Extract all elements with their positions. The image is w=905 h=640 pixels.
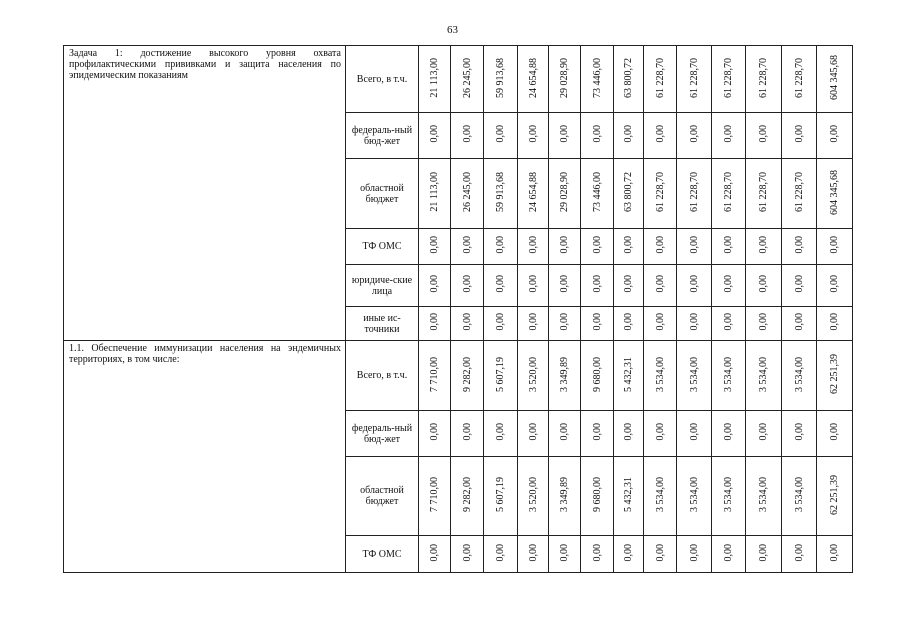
value-cell — [484, 46, 518, 113]
value-cell — [712, 341, 746, 411]
funding-source: федераль-ный бюд-жет — [346, 113, 419, 159]
value-cell — [677, 265, 712, 307]
value-cell — [419, 159, 451, 229]
value-cell — [518, 113, 549, 159]
value-cell — [419, 411, 451, 457]
value-cell — [614, 46, 644, 113]
value-cell — [746, 307, 782, 341]
value-cell — [677, 46, 712, 113]
table-row — [64, 341, 853, 411]
value-cell — [518, 341, 549, 411]
value-cell — [817, 307, 853, 341]
value-text: 3 534,00 — [723, 356, 734, 392]
value-cell — [484, 307, 518, 341]
value-text: 0,00 — [654, 423, 666, 441]
value-cell — [817, 411, 853, 457]
value-cell — [644, 341, 677, 411]
value-cell — [746, 411, 782, 457]
value-cell — [484, 536, 518, 573]
value-cell — [817, 341, 853, 411]
value-text: 29 028,90 — [559, 172, 570, 212]
value-text: 61 228,70 — [793, 172, 805, 212]
value-cell — [746, 536, 782, 573]
task-title: Задача 1: достижение высокого уровня охвата профилактическими прививками и защита населения по эпидемическим показаниям — [64, 46, 346, 341]
value-cell — [549, 536, 581, 573]
value-cell — [419, 46, 451, 113]
value-text: 61 228,70 — [723, 172, 734, 212]
value-cell — [549, 229, 581, 265]
value-cell — [419, 265, 451, 307]
value-text: 0,00 — [688, 275, 700, 293]
value-cell — [451, 229, 484, 265]
value-text: 0,00 — [461, 275, 473, 293]
value-cell — [614, 113, 644, 159]
value-text: 0,00 — [793, 275, 805, 293]
value-text: 0,00 — [723, 275, 734, 293]
value-text: 26 245,00 — [461, 172, 473, 212]
value-cell — [614, 159, 644, 229]
value-text: 3 534,00 — [654, 477, 666, 512]
value-cell — [746, 46, 782, 113]
value-cell — [518, 536, 549, 573]
funding-source: федераль-ный бюд-жет — [346, 411, 419, 457]
value-text: 0,00 — [793, 313, 805, 331]
value-text: 0,00 — [829, 423, 840, 441]
value-text: 0,00 — [495, 423, 506, 441]
value-cell — [518, 229, 549, 265]
value-cell — [817, 457, 853, 536]
value-cell — [644, 307, 677, 341]
value-cell — [644, 411, 677, 457]
value-text: 24 654,88 — [527, 172, 539, 212]
value-text: 61 228,70 — [688, 172, 700, 212]
value-cell — [451, 159, 484, 229]
value-text: 9 282,00 — [461, 356, 473, 392]
value-text: 0,00 — [461, 423, 473, 441]
value-text: 0,00 — [559, 236, 570, 254]
value-cell — [746, 159, 782, 229]
value-cell — [817, 159, 853, 229]
value-cell — [451, 307, 484, 341]
value-text: 0,00 — [495, 313, 506, 331]
value-text: 61 228,70 — [758, 57, 769, 98]
value-text: 3 534,00 — [758, 477, 769, 512]
value-cell — [518, 307, 549, 341]
value-cell — [712, 229, 746, 265]
value-cell — [518, 265, 549, 307]
value-cell — [817, 229, 853, 265]
value-text: 0,00 — [623, 543, 634, 562]
value-text: 0,00 — [591, 275, 603, 293]
value-text: 0,00 — [654, 125, 666, 143]
value-text: 0,00 — [793, 236, 805, 254]
value-text: 0,00 — [559, 125, 570, 143]
value-text: 0,00 — [527, 125, 539, 143]
value-text: 7 710,00 — [429, 356, 440, 392]
value-text: 3 534,00 — [793, 356, 805, 392]
value-text: 0,00 — [559, 275, 570, 293]
value-cell — [549, 113, 581, 159]
value-cell — [451, 265, 484, 307]
value-cell — [782, 341, 817, 411]
value-text: 0,00 — [559, 543, 570, 562]
funding-source: ТФ ОМС — [346, 229, 419, 265]
value-cell — [614, 265, 644, 307]
value-text: 0,00 — [495, 125, 506, 143]
value-cell — [518, 457, 549, 536]
value-text: 0,00 — [591, 313, 603, 331]
value-cell — [581, 229, 614, 265]
value-text: 0,00 — [829, 236, 840, 254]
value-text: 0,00 — [559, 313, 570, 331]
value-text: 0,00 — [723, 313, 734, 331]
value-cell — [712, 307, 746, 341]
value-text: 0,00 — [688, 423, 700, 441]
value-cell — [614, 457, 644, 536]
value-cell — [484, 229, 518, 265]
value-text: 604 345,68 — [829, 55, 840, 100]
value-cell — [549, 411, 581, 457]
value-text: 3 349,89 — [559, 356, 570, 392]
value-text: 0,00 — [758, 125, 769, 143]
value-cell — [484, 341, 518, 411]
value-text: 0,00 — [429, 125, 440, 143]
value-text: 0,00 — [829, 275, 840, 293]
value-text: 73 446,00 — [591, 57, 603, 98]
value-text: 0,00 — [591, 236, 603, 254]
value-text: 0,00 — [654, 543, 666, 562]
value-text: 0,00 — [527, 275, 539, 293]
value-text: 0,00 — [758, 236, 769, 254]
value-text: 0,00 — [527, 543, 539, 562]
value-cell — [782, 536, 817, 573]
value-text: 59 913,68 — [495, 57, 506, 98]
value-cell — [644, 159, 677, 229]
value-cell — [712, 113, 746, 159]
value-text: 0,00 — [758, 543, 769, 562]
value-cell — [782, 46, 817, 113]
value-cell — [782, 411, 817, 457]
value-text: 0,00 — [623, 275, 634, 293]
value-cell — [712, 536, 746, 573]
value-cell — [644, 113, 677, 159]
value-cell — [746, 341, 782, 411]
value-cell — [581, 341, 614, 411]
value-text: 61 228,70 — [723, 57, 734, 98]
value-cell — [644, 536, 677, 573]
value-cell — [817, 536, 853, 573]
value-cell — [677, 341, 712, 411]
value-cell — [677, 411, 712, 457]
value-text: 62 251,39 — [829, 474, 840, 515]
value-cell — [451, 341, 484, 411]
value-cell — [746, 229, 782, 265]
value-text: 0,00 — [829, 125, 840, 143]
value-text: 0,00 — [654, 275, 666, 293]
funding-source: Всего, в т.ч. — [346, 46, 419, 113]
value-cell — [419, 457, 451, 536]
value-text: 0,00 — [623, 423, 634, 441]
value-cell — [419, 341, 451, 411]
value-cell — [677, 159, 712, 229]
value-text: 5 432,31 — [623, 477, 634, 512]
value-cell — [614, 411, 644, 457]
budget-table — [63, 45, 853, 573]
value-cell — [782, 159, 817, 229]
value-cell — [614, 341, 644, 411]
value-cell — [419, 307, 451, 341]
value-cell — [782, 307, 817, 341]
value-text: 59 913,68 — [495, 172, 506, 212]
value-cell — [614, 536, 644, 573]
value-cell — [518, 159, 549, 229]
value-text: 0,00 — [591, 423, 603, 441]
value-text: 61 228,70 — [654, 172, 666, 212]
value-text: 5 607,19 — [495, 356, 506, 392]
value-text: 62 251,39 — [829, 354, 840, 394]
budget-table-body — [64, 46, 853, 573]
value-cell — [581, 113, 614, 159]
value-cell — [581, 457, 614, 536]
value-cell — [581, 536, 614, 573]
value-text: 0,00 — [688, 125, 700, 143]
value-cell — [419, 113, 451, 159]
value-cell — [581, 307, 614, 341]
value-text: 9 282,00 — [461, 477, 473, 512]
value-text: 9 680,00 — [591, 477, 603, 512]
value-cell — [677, 536, 712, 573]
value-cell — [581, 46, 614, 113]
value-text: 29 028,90 — [559, 57, 570, 98]
value-cell — [581, 411, 614, 457]
value-text: 7 710,00 — [429, 477, 440, 512]
value-cell — [484, 457, 518, 536]
funding-source: иные ис-точники — [346, 307, 419, 341]
value-cell — [419, 229, 451, 265]
value-text: 0,00 — [461, 236, 473, 254]
funding-source: юридиче-ские лица — [346, 265, 419, 307]
value-text: 0,00 — [623, 313, 634, 331]
value-cell — [581, 265, 614, 307]
value-text: 0,00 — [495, 543, 506, 562]
value-text: 3 534,00 — [654, 356, 666, 392]
value-text: 0,00 — [793, 125, 805, 143]
value-text: 61 228,70 — [758, 172, 769, 212]
value-cell — [484, 411, 518, 457]
value-cell — [644, 229, 677, 265]
value-text: 26 245,00 — [461, 57, 473, 98]
value-cell — [518, 411, 549, 457]
value-text: 0,00 — [829, 543, 840, 562]
value-cell — [746, 113, 782, 159]
value-text: 0,00 — [495, 236, 506, 254]
value-text: 0,00 — [623, 125, 634, 143]
value-text: 0,00 — [527, 236, 539, 254]
value-cell — [451, 536, 484, 573]
value-cell — [712, 46, 746, 113]
value-cell — [677, 113, 712, 159]
value-text: 61 228,70 — [688, 57, 700, 98]
value-text: 0,00 — [654, 236, 666, 254]
value-text: 0,00 — [429, 423, 440, 441]
value-text: 61 228,70 — [654, 57, 666, 98]
value-cell — [782, 113, 817, 159]
value-text: 0,00 — [654, 313, 666, 331]
value-cell — [746, 457, 782, 536]
value-cell — [549, 341, 581, 411]
value-text: 0,00 — [527, 423, 539, 441]
value-text: 24 654,88 — [527, 57, 539, 98]
page-number: 63 — [447, 24, 458, 36]
value-text: 0,00 — [793, 543, 805, 562]
value-text: 73 446,00 — [591, 172, 603, 212]
value-cell — [549, 457, 581, 536]
value-cell — [712, 411, 746, 457]
value-text: 0,00 — [429, 236, 440, 254]
value-text: 9 680,00 — [591, 356, 603, 392]
value-cell — [644, 46, 677, 113]
value-cell — [451, 113, 484, 159]
value-cell — [518, 46, 549, 113]
value-text: 3 534,00 — [723, 477, 734, 512]
value-text: 0,00 — [495, 275, 506, 293]
value-cell — [549, 265, 581, 307]
value-text: 0,00 — [429, 275, 440, 293]
value-cell — [451, 457, 484, 536]
value-text: 0,00 — [829, 313, 840, 331]
value-text: 3 520,00 — [527, 477, 539, 512]
value-text: 0,00 — [461, 313, 473, 331]
value-cell — [484, 159, 518, 229]
value-cell — [614, 229, 644, 265]
value-text: 3 349,89 — [559, 477, 570, 512]
value-cell — [644, 265, 677, 307]
value-cell — [484, 113, 518, 159]
value-text: 61 228,70 — [793, 57, 805, 98]
value-text: 0,00 — [461, 125, 473, 143]
value-text: 0,00 — [758, 313, 769, 331]
value-text: 0,00 — [723, 543, 734, 562]
value-text: 21 113,00 — [429, 57, 440, 98]
value-cell — [581, 159, 614, 229]
value-text: 0,00 — [591, 543, 603, 562]
value-text: 0,00 — [723, 125, 734, 143]
value-cell — [677, 457, 712, 536]
value-cell — [817, 46, 853, 113]
funding-source: Всего, в т.ч. — [346, 341, 419, 411]
value-cell — [677, 229, 712, 265]
value-text: 63 800,72 — [623, 57, 634, 98]
value-cell — [712, 159, 746, 229]
value-text: 0,00 — [461, 543, 473, 562]
value-text: 0,00 — [429, 313, 440, 331]
value-text: 0,00 — [688, 236, 700, 254]
value-text: 0,00 — [723, 236, 734, 254]
value-text: 21 113,00 — [429, 172, 440, 212]
value-cell — [549, 46, 581, 113]
funding-source: областной бюджет — [346, 159, 419, 229]
value-cell — [782, 457, 817, 536]
funding-source: областной бюджет — [346, 457, 419, 536]
value-text: 0,00 — [623, 236, 634, 254]
value-cell — [712, 457, 746, 536]
value-text: 3 534,00 — [758, 356, 769, 392]
value-text: 0,00 — [688, 543, 700, 562]
value-cell — [712, 265, 746, 307]
value-cell — [677, 307, 712, 341]
value-text: 0,00 — [758, 275, 769, 293]
value-text: 604 345,68 — [829, 169, 840, 215]
value-cell — [644, 457, 677, 536]
value-cell — [549, 307, 581, 341]
value-text: 3 520,00 — [527, 356, 539, 392]
value-cell — [817, 113, 853, 159]
value-cell — [549, 159, 581, 229]
value-cell — [484, 265, 518, 307]
value-cell — [419, 536, 451, 573]
value-text: 63 800,72 — [623, 172, 634, 212]
value-text: 0,00 — [559, 423, 570, 441]
value-text: 0,00 — [758, 423, 769, 441]
value-cell — [451, 46, 484, 113]
value-cell — [451, 411, 484, 457]
value-text: 3 534,00 — [688, 356, 700, 392]
value-text: 5 607,19 — [495, 477, 506, 512]
value-text: 0,00 — [591, 125, 603, 143]
value-text: 5 432,31 — [623, 356, 634, 392]
value-text: 0,00 — [429, 543, 440, 562]
funding-source: ТФ ОМС — [346, 536, 419, 573]
value-cell — [614, 307, 644, 341]
value-cell — [817, 265, 853, 307]
value-cell — [782, 265, 817, 307]
value-cell — [746, 265, 782, 307]
value-text: 3 534,00 — [793, 477, 805, 512]
value-text: 0,00 — [688, 313, 700, 331]
value-cell — [782, 229, 817, 265]
value-text: 0,00 — [723, 423, 734, 441]
value-text: 3 534,00 — [688, 477, 700, 512]
value-text: 0,00 — [527, 313, 539, 331]
table-row — [64, 46, 853, 113]
value-text: 0,00 — [793, 423, 805, 441]
task-title: 1.1. Обеспечение иммунизации населения на эндемичных территориях, в том числе: — [64, 341, 346, 573]
